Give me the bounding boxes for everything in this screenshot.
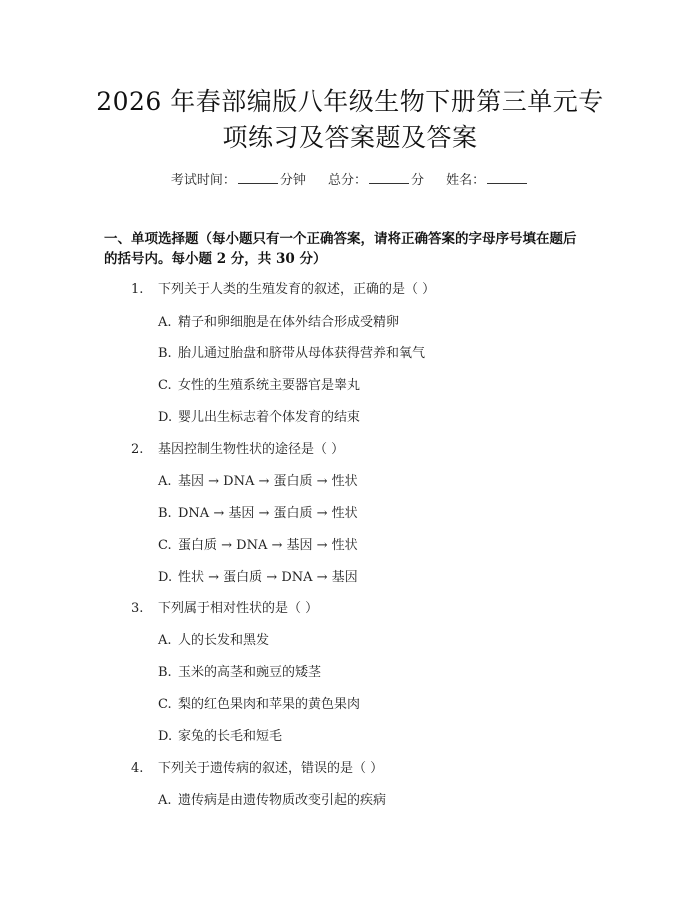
question-1-option-a[interactable]	[158, 314, 399, 332]
question-1-option-b[interactable]	[158, 345, 425, 363]
option-letter: B.	[158, 346, 172, 361]
option-letter: B.	[158, 665, 172, 680]
option-text: DNA → 基因 → 蛋白质 → 性状	[178, 506, 358, 521]
option-letter: A.	[158, 474, 172, 489]
exam-time	[171, 170, 306, 190]
question-3-option-d[interactable]	[158, 728, 282, 746]
exam-name-label: 姓名：	[446, 173, 486, 188]
exam-time-blank[interactable]	[238, 170, 278, 184]
exam-time-label: 考试时间：	[170, 173, 236, 188]
option-text: 梨的红色果肉和苹果的黄色果肉	[178, 697, 361, 712]
exam-score-blank[interactable]	[369, 170, 409, 184]
question-2-option-a[interactable]	[158, 473, 358, 491]
question-stem: 下列属于相对性状的是（ ）	[158, 601, 319, 616]
document-title-line1: 2026 年春部编版八年级生物下册第三单元专	[96, 87, 604, 116]
option-text: 婴儿出生标志着个体发育的结束	[178, 410, 361, 425]
exam-score-unit: 分	[411, 173, 425, 188]
question-3-option-b[interactable]	[158, 664, 321, 682]
question-number: 2.	[131, 442, 144, 457]
exam-time-unit: 分钟	[279, 173, 306, 188]
option-letter: C.	[158, 697, 172, 712]
option-letter: B.	[158, 506, 172, 521]
question-1-option-c[interactable]	[158, 377, 360, 395]
option-letter: D.	[158, 410, 173, 425]
question-4	[131, 760, 383, 778]
question-stem: 下列关于遗传病的叙述，错误的是（ ）	[158, 761, 384, 776]
option-text: 家兔的长毛和短毛	[178, 729, 283, 744]
question-2-option-c[interactable]	[158, 537, 358, 555]
exam-score-label: 总分：	[327, 173, 367, 188]
option-text: 玉米的高茎和豌豆的矮茎	[178, 665, 322, 680]
option-text: 女性的生殖系统主要器官是睾丸	[178, 378, 361, 393]
option-text: 基因 → DNA → 蛋白质 → 性状	[178, 474, 358, 489]
question-3-option-a[interactable]	[158, 632, 269, 650]
exam-name	[446, 170, 529, 190]
option-text: 蛋白质 → DNA → 基因 → 性状	[178, 538, 358, 553]
option-letter: D.	[158, 729, 173, 744]
question-3-option-c[interactable]	[158, 696, 360, 714]
option-letter: A.	[158, 793, 172, 808]
option-letter: C.	[158, 538, 172, 553]
question-1-option-d[interactable]	[158, 409, 360, 427]
option-text: 精子和卵细胞是在体外结合形成受精卵	[178, 315, 400, 330]
option-text: 人的长发和黑发	[178, 633, 270, 648]
option-text: 胎儿通过胎盘和脐带从母体获得营养和氧气	[178, 346, 426, 361]
question-2	[131, 441, 344, 459]
option-letter: C.	[158, 378, 172, 393]
option-letter: A.	[158, 315, 172, 330]
option-text: 性状 → 蛋白质 → DNA → 基因	[178, 570, 358, 585]
question-1	[131, 281, 435, 299]
section-heading-line1: 一、单项选择题（每小题只有一个正确答案，请将正确答案的字母序号填在题后	[104, 231, 577, 247]
question-3	[131, 600, 318, 618]
question-2-option-d[interactable]	[158, 569, 358, 587]
question-number: 3.	[131, 601, 144, 616]
document-title-line2: 项练习及答案题及答案	[222, 123, 478, 152]
question-number: 4.	[131, 761, 144, 776]
question-stem: 下列关于人类的生殖发育的叙述，正确的是（ ）	[158, 282, 436, 297]
option-letter: A.	[158, 633, 172, 648]
exam-info-bar	[0, 170, 700, 190]
option-text: 遗传病是由遗传物质改变引起的疾病	[178, 793, 387, 808]
question-4-option-a[interactable]	[158, 792, 386, 810]
exam-name-blank[interactable]	[487, 170, 527, 184]
question-2-option-b[interactable]	[158, 505, 358, 523]
section-heading-line2: 的括号内。每小题 2 分，共 30 分）	[104, 251, 327, 267]
question-stem: 基因控制生物性状的途径是（ ）	[158, 442, 345, 457]
question-number: 1.	[131, 282, 144, 297]
option-letter: D.	[158, 570, 173, 585]
exam-score	[328, 170, 424, 190]
